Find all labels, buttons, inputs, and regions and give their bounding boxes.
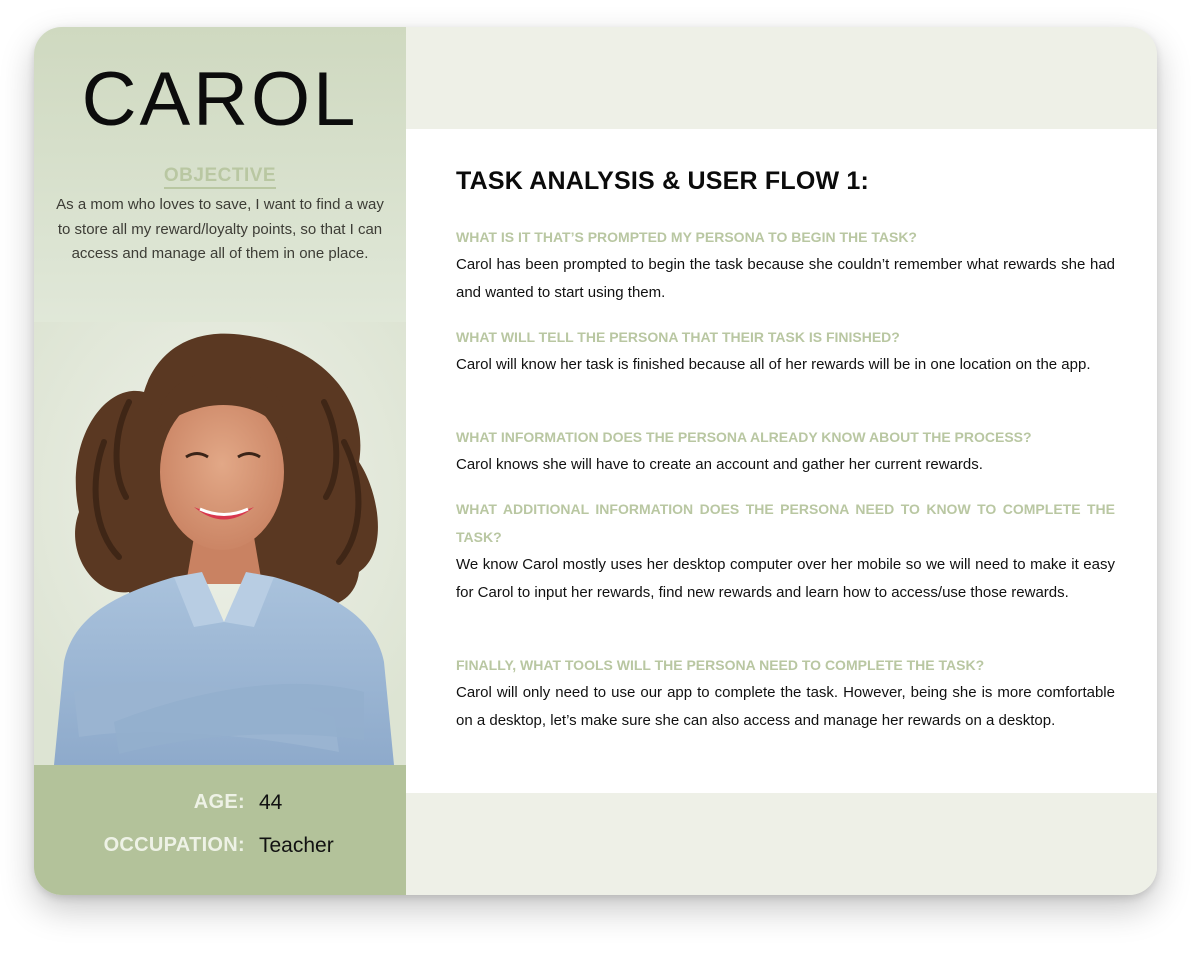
question: WHAT ADDITIONAL INFORMATION DOES THE PERSONA NEED TO KNOW TO COMPLETE THE TASK?	[456, 501, 1115, 545]
qa-item-tools	[456, 651, 1115, 735]
objective-text: As a mom who loves to save, I want to find a way to store all my reward/loyalty points, so that I can access and manage all of them in one place.	[56, 196, 384, 262]
occupation-row	[34, 834, 406, 864]
objective-heading-text: OBJECTIVE	[164, 165, 276, 189]
age-row	[34, 791, 406, 821]
answer: Carol has been prompted to begin the task because she couldn’t remember what rewards she had and wanted to start using them.	[456, 256, 1115, 301]
top-band	[406, 27, 1157, 129]
persona-details	[34, 765, 406, 895]
question: FINALLY, WHAT TOOLS WILL THE PERSONA NEED TO COMPLETE THE TASK?	[456, 657, 985, 673]
answer: Carol will know her task is finished because all of her rewards will be in one location on the app.	[456, 356, 1091, 373]
task-analysis-panel	[406, 129, 1157, 793]
occupation-label: OCCUPATION:	[103, 834, 245, 856]
question: WHAT WILL TELL THE PERSONA THAT THEIR TASK IS FINISHED?	[456, 329, 900, 345]
question: WHAT INFORMATION DOES THE PERSONA ALREADY KNOW ABOUT THE PROCESS?	[456, 429, 1032, 445]
age-value: 44	[259, 791, 283, 814]
qa-item-finished	[456, 323, 1115, 379]
bottom-band	[406, 793, 1157, 895]
objective-heading	[34, 165, 406, 187]
persona-card	[34, 27, 1157, 895]
persona-photo	[34, 322, 406, 765]
persona-name: CAROL	[81, 57, 359, 142]
answer: Carol knows she will have to create an account and gather her current rewards.	[456, 456, 983, 473]
qa-item-additional-info	[456, 495, 1115, 607]
answer: We know Carol mostly uses her desktop computer over her mobile so we will need to make it easy for Carol to input her rewards, find new rewards and learn how to access/use those rewards.	[456, 556, 1115, 601]
occupation-value: Teacher	[259, 834, 334, 857]
persona-photo-illustration	[34, 322, 406, 765]
question: WHAT IS IT THAT’S PROMPTED MY PERSONA TO BEGIN THE TASK?	[456, 229, 917, 245]
qa-item-known-info	[456, 423, 1115, 479]
answer: Carol will only need to use our app to complete the task. However, being she is more comfortable on a desktop, let’s make sure she can also access and manage her rewards on a desktop.	[456, 684, 1115, 729]
persona-sidebar	[34, 27, 406, 895]
qa-item-prompt	[456, 223, 1115, 307]
age-label: AGE:	[193, 791, 245, 813]
task-analysis-title: TASK ANALYSIS & USER FLOW 1:	[456, 167, 870, 195]
